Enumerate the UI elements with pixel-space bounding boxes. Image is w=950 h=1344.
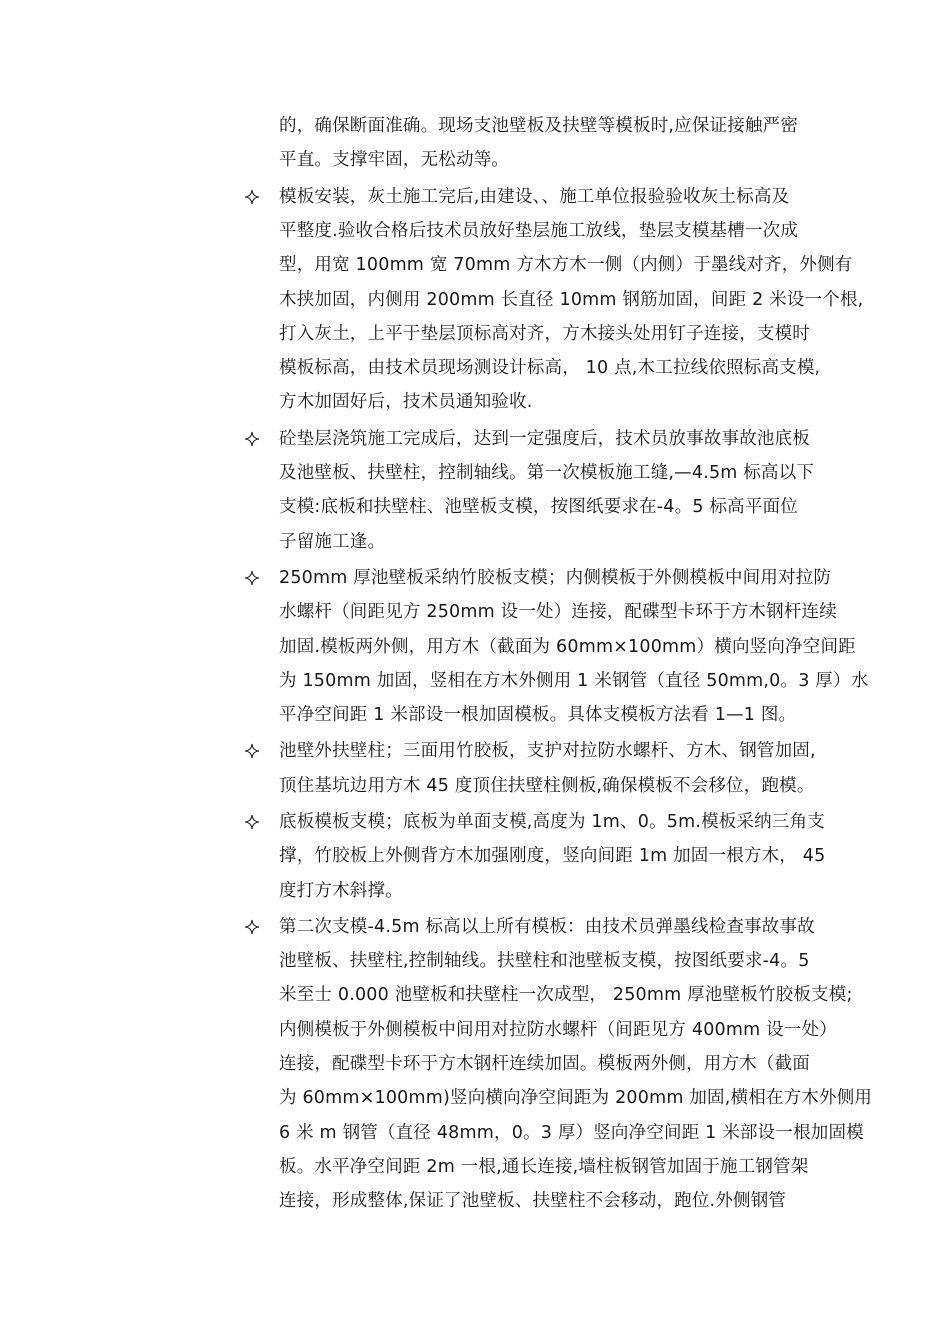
text-line: 木挟加固，内侧用 200mm 长直径 10mm 钢筋加固，间距 2 米设一个根, [279,290,864,310]
text-line: 米至士 0.000 池壁板和扶壁柱一次成型， 250mm 厚池壁板竹胶板支模; [279,985,853,1005]
diamond-bullet-icon [244,185,260,205]
text-line: 6 米 m 钢管（直径 48mm，0。3 厚）竖向净空间距 1 米部设一根加固模 [279,1123,864,1143]
text-line: 池壁外扶壁柱；三面用竹胶板，支护对拉防水螺杆、方木、钢管加固, [279,741,816,761]
text-line: 平直。支撑牢固，无松动等。 [279,150,510,170]
text-line: 模板标高，由技术员现场测设计标高， 10 点,木工拉线依照标高支模, [279,358,821,378]
text-line: 加固.模板两外侧，用方木（截面为 60mm×100mm）横向竖向净空间距 [279,637,856,657]
text-line: 打入灰土，上平于垫层顶标高对齐，方木接头处用钉子连接，支模时 [279,324,810,344]
text-line: 第二次支模-4.5m 标高以上所有模板：由技术员弹墨线检查事故事故 [279,917,815,937]
text-line: 连接，形成整体,保证了池壁板、扶壁柱不会移动，跑位.外侧钢管 [279,1191,787,1211]
text-line: 方木加固好后，技术员通知验收. [279,392,533,412]
text-line: 度打方木斜撑。 [279,881,403,901]
text-line: 水螺杆（间距见方 250mm 设一处）连接，配碟型卡环于方木钢杆连续 [279,602,837,622]
text-line: 模板安装，灰土施工完后,由建设、、施工单位报验验收灰土标高及 [279,187,790,207]
text-line: 底板模板支模；底板为单面支模,高度为 1m、0。5m.模板采纳三角支 [279,812,825,832]
text-line: 型，用宽 100mm 宽 70mm 方木方木一侧（内侧）于墨线对齐，外侧有 [279,255,853,275]
diamond-bullet-icon [244,427,260,447]
diamond-bullet-icon [244,566,260,586]
diamond-bullet-icon [244,739,260,759]
text-line: 撑，竹胶板上外侧背方木加强刚度，竖向间距 1m 加固一根方木， 45 [279,846,826,866]
text-line: 平净空间距 1 米部设一根加固模板。具体支模板方法看 1—1 图。 [279,705,797,725]
text-line: 支模:底板和扶壁柱、池壁板支模，按图纸要求在-4。5 标高平面位 [279,497,798,517]
text-line: 平整度.验收合格后技术员放好垫层施工放线，垫层支模基槽一次成 [279,221,799,241]
text-line: 内侧模板于外侧模板中间用对拉防水螺杆（间距见方 400mm 设一处） [279,1020,837,1040]
text-line: 及池壁板、扶壁柱，控制轴线。第一次模板施工缝,—4.5m 标高以下 [279,463,815,483]
text-line: 为 60mm×100mm)竖向横向净空间距为 200mm 加固,横相在方木外侧用 [279,1088,873,1108]
text-line: 的，确保断面准确。现场支池壁板及扶壁等模板时,应保证接触严密 [279,116,799,136]
text-line: 板。水平净空间距 2m 一根,通长连接,墙柱板钢管加固于施工钢管架 [279,1157,809,1177]
text-line: 子留施工逢。 [279,532,386,552]
text-line: 顶住基坑边用方木 45 度顶住扶壁柱侧板,确保模板不会移位，跑模。 [279,776,815,796]
text-line: 砼垫层浇筑施工完成后，达到一定强度后，技术员放事故事故池底板 [279,429,810,449]
text-line: 连接，配碟型卡环于方木钢杆连续加固。模板两外侧，用方木（截面 [279,1054,810,1074]
text-line: 250mm 厚池壁板采纳竹胶板支模；内侧模板于外侧模板中间用对拉防 [279,568,832,588]
diamond-bullet-icon [244,915,260,935]
text-line: 池壁板、扶壁柱,控制轴线。扶壁柱和池壁板支模，按图纸要求-4。5 [279,951,810,971]
diamond-bullet-icon [244,810,260,830]
text-line: 为 150mm 加固，竖相在方木外侧用 1 米钢管（直径 50mm,0。3 厚）水 [279,671,869,691]
